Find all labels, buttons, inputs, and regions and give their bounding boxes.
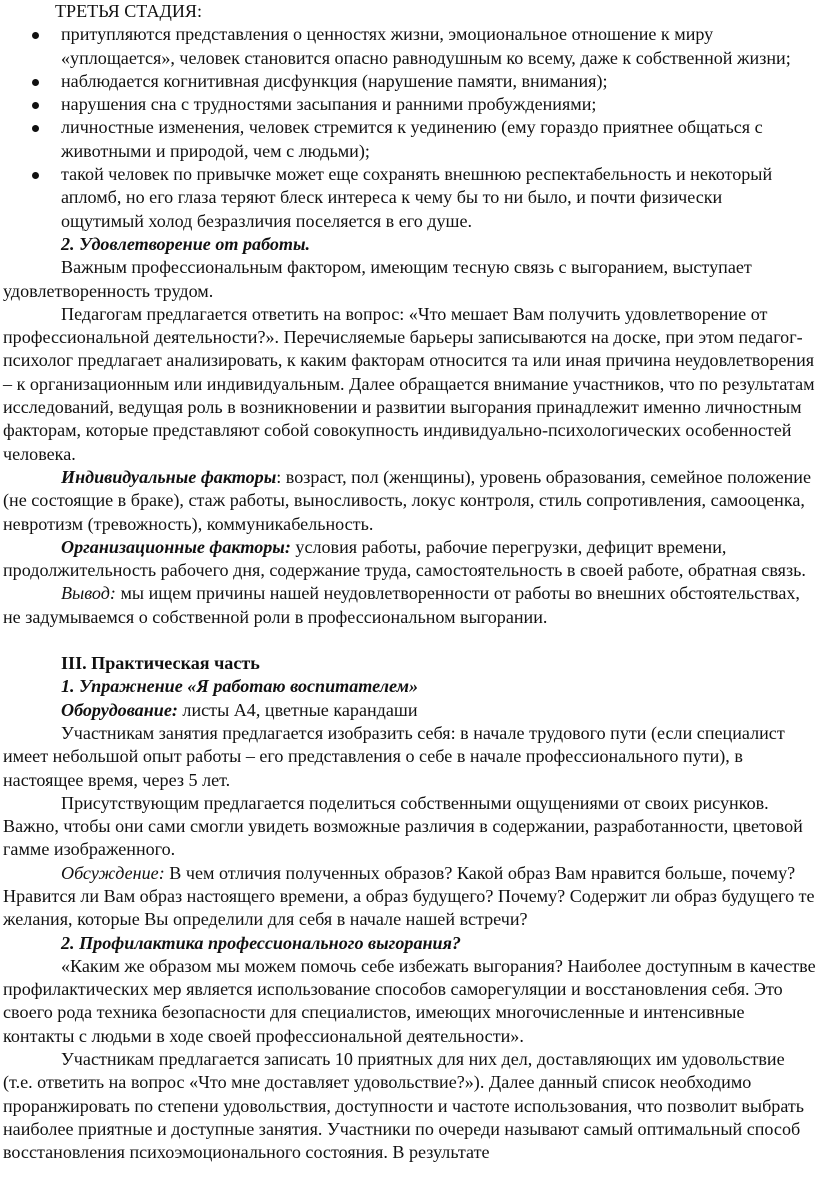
list-item-text: личностные изменения, человек стремится к уединению (ему гораздо приятнее общаться с животными и природой, чем с людьми); (61, 117, 763, 161)
section-heading-satisfaction: 2. Удовлетворение от работы. (61, 233, 311, 254)
discussion-label: Обсуждение: (61, 862, 165, 883)
conclusion-paragraph (0, 582, 816, 629)
exercise-1-paragraph-1: Участникам занятия предлагается изобразить себя: в начале трудового пути (если специалист имеет небольшой опыт работы – его представления о себе в начале профессионального пути), в настоящее время, через 5 лет. (3, 722, 785, 790)
list-item (0, 23, 816, 70)
individual-factors-text: : возраст, пол (женщины), уровень образования, семейное положение (не состоящие в браке), стаж работы, выносливость, локус контроля, стиль сопротивления, самооценка, невротизм (тревожность), коммуникабельность. (3, 466, 812, 534)
discussion-text: В чем отличия полученных образов? Какой образ Вам нравится больше, почему? Нравится ли Вам образ настоящего времени, а образ будущего? Почему? Содержит ли образ будущего те желания, которые Вы определили для себя в начале нашей встречи? (3, 862, 815, 930)
individual-factors-label: Индивидуальные факторы (61, 466, 277, 487)
exercise-2-paragraph-1: «Каким же образом мы можем помочь себе избежать выгорания? Наиболее доступным в качестве профилактических мер является использование способов саморегуляции и восстановления себя. Это своего рода техника безопасности для специалистов, имеющих многочисленные и интенсивные контакты с людьми в ходе своей профессиональной деятельности». (3, 955, 816, 1046)
conclusion-label: Вывод: (61, 583, 116, 604)
list-item-text: такой человек по привычке может еще сохранять внешнюю респектабельность и некоторый апломб, но его глаза теряют блеск интереса к чему бы то ни было, и почти физически ощутимый холод безразличия поселяется в его душе. (61, 164, 773, 231)
section-heading-practical: III. Практическая часть (61, 653, 260, 674)
stage-title: ТРЕТЬЯ СТАДИЯ: (55, 1, 203, 21)
list-item (0, 116, 816, 163)
organizational-factors-text: условия работы, рабочие перегрузки, дефицит времени, продолжительность рабочего дня, содержание труда, самостоятельность в своей работе, обратная связь. (3, 536, 806, 581)
exercise-1-paragraph-2: Присутствующим предлагается поделиться собственными ощущениями от своих рисунков. Важно, чтобы они сами смогли увидеть возможные различия в содержании, разработанности, цветовой гамме изображенного. (3, 792, 803, 860)
exercise-2-paragraph-2: Участникам предлагается записать 10 приятных для них дел, доставляющих им удовольствие (т.е. ответить на вопрос «Что мне доставляет удовольствие?»). Далее данный список необходимо проранжировать по степени удовольствия, доступности и частоте использования, что позволит выбрать наиболее приятные и доступные занятия. Участники по очереди называют самый оптимальный способ восстановления психоэмоционального состояния. В результате (3, 1049, 805, 1163)
organizational-factors-paragraph (0, 536, 816, 583)
satisfaction-paragraph-2: Педагогам предлагается ответить на вопрос: «Что мешает Вам получить удовлетворение от профессиональной деятельности?». Перечисляемые барьеры записываются на доске, при этом педагог-психолог предлагает анализировать, к каким факторам относится та или иная причина неудовлетворения – к организационным или индивидуальным. Далее обращается внимание участников, что по результатам исследований, ведущая роль в возникновении и развитии выгорания принадлежит именно личностным факторам, которые представляют собой совокупность индивидуально-психологических особенностей человека. (3, 303, 815, 464)
equipment-label: Оборудование: (61, 699, 178, 720)
bullet-icon (32, 102, 39, 109)
equipment-line (0, 699, 816, 722)
individual-factors-paragraph (0, 466, 816, 536)
bullet-icon (32, 32, 39, 39)
bullet-icon (32, 125, 39, 132)
list-item (0, 163, 816, 233)
satisfaction-paragraph-1: Важным профессиональным фактором, имеющим тесную связь с выгоранием, выступает удовлетворенность трудом. (3, 257, 752, 301)
stage-symptom-list (0, 23, 816, 233)
exercise-1-heading: 1. Упражнение «Я работаю воспитателем» (61, 676, 419, 697)
equipment-text: листы А4, цветные карандаши (177, 699, 418, 720)
list-item-text: наблюдается когнитивная дисфункция (нарушение памяти, внимания); (61, 70, 608, 91)
discussion-paragraph (0, 862, 816, 932)
list-item (0, 70, 816, 93)
list-item-text: притупляются представления о ценностях жизни, эмоциональное отношение к миру «уплощается», человек становится опасно равнодушным ко всему, даже к собственной жизни; (61, 24, 791, 68)
exercise-2-heading: 2. Профилактика профессионального выгорания? (61, 932, 461, 953)
list-item-text: нарушения сна с трудностями засыпания и ранними пробуждениями; (61, 94, 597, 115)
organizational-factors-label: Организационные факторы: (61, 536, 291, 557)
conclusion-text: мы ищем причины нашей неудовлетворенности от работы во внешних обстоятельствах, не задумываемся о собственной роли в профессиональном выгорании. (3, 583, 800, 627)
list-item (0, 93, 816, 116)
bullet-icon (32, 79, 39, 86)
bullet-icon (32, 172, 39, 179)
blank-line (0, 629, 816, 652)
